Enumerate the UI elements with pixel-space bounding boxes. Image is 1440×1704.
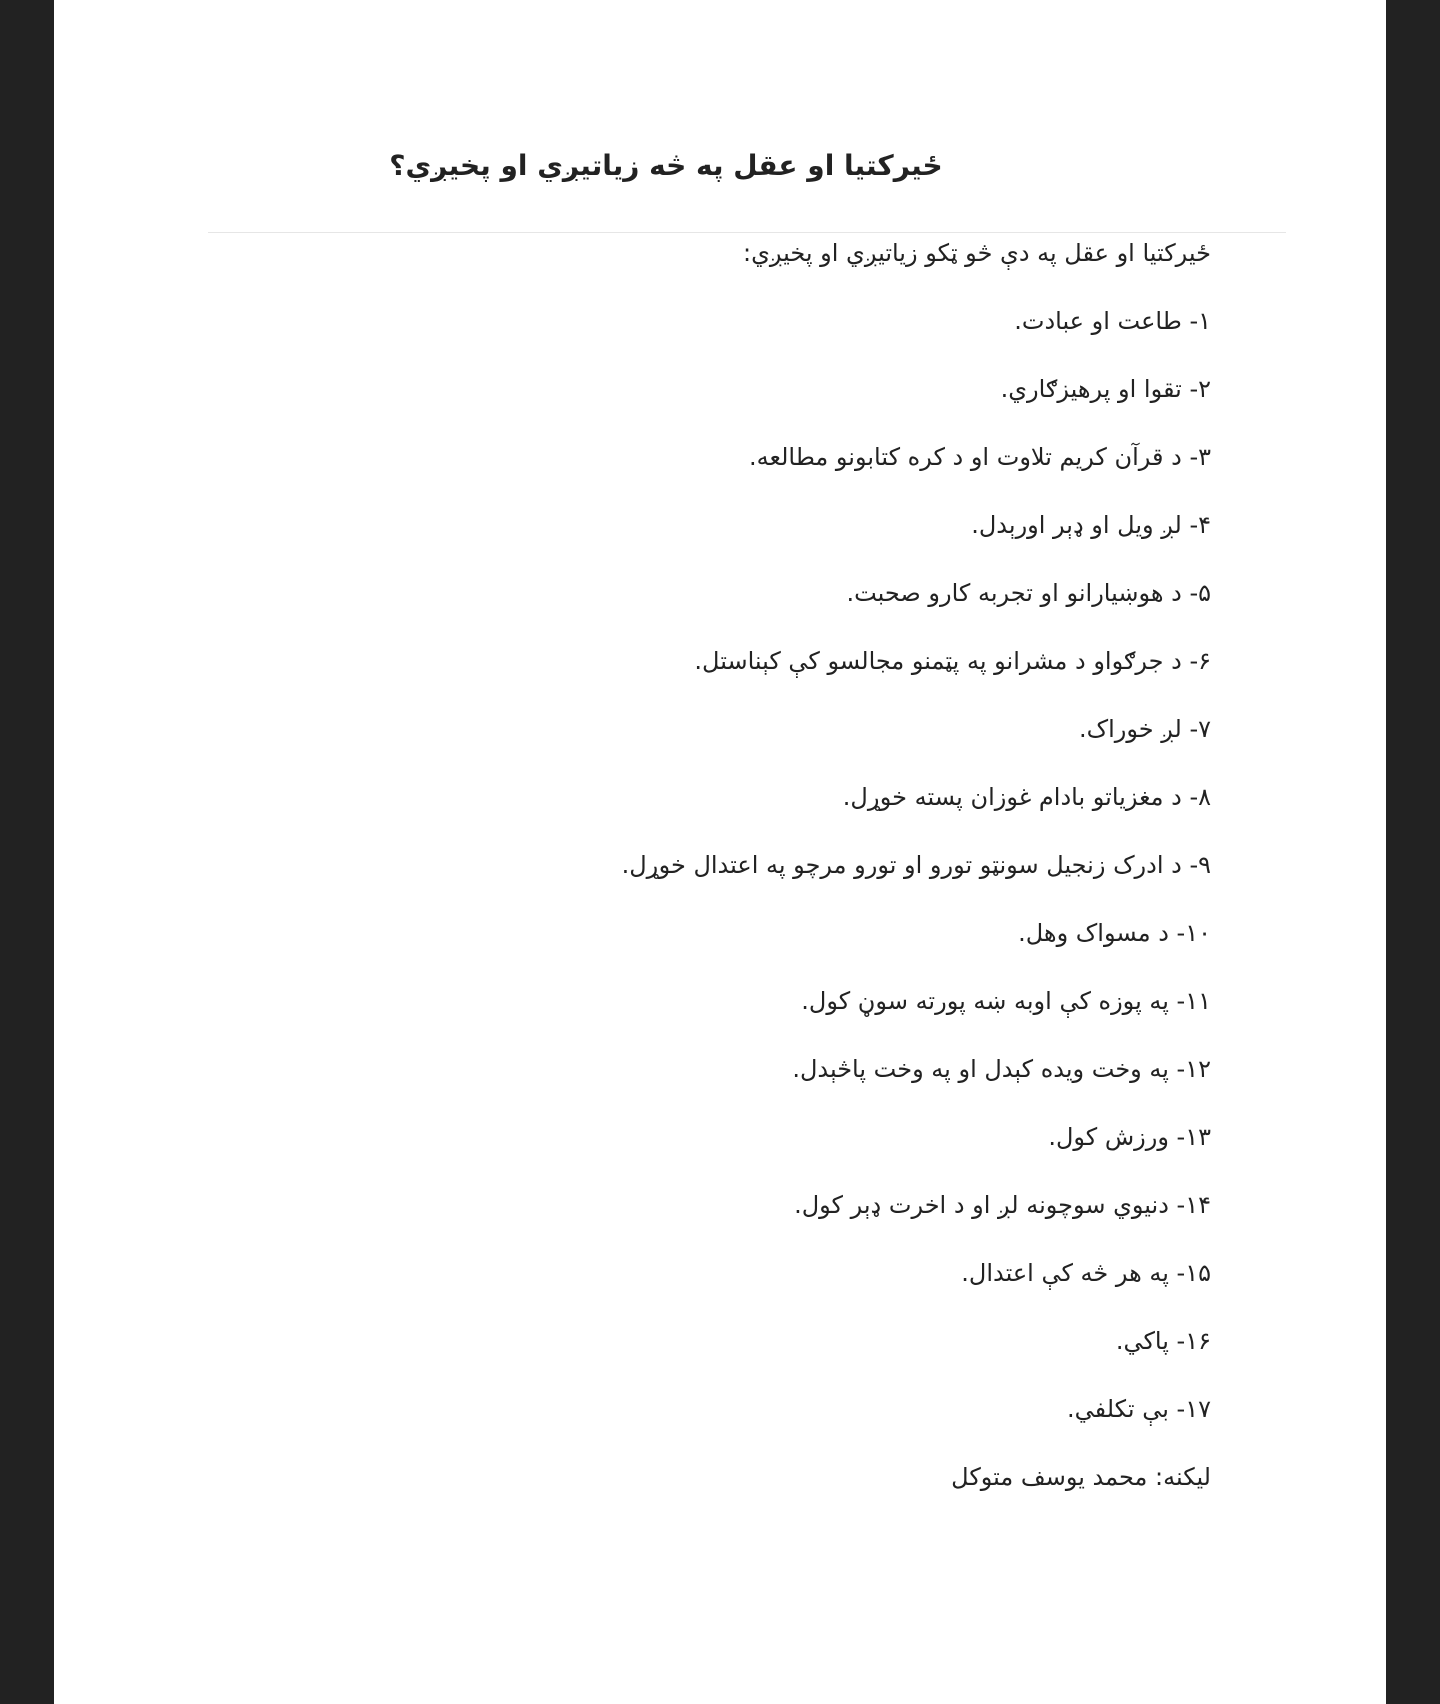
list-item: ۱۷- بې تکلفي. [1066, 1395, 1211, 1423]
list-item: ۱۰- د مسواک وهل. [1018, 919, 1211, 947]
list-item: ۹- د ادرک زنجيل سونټو تورو او تورو مرچو په اعتدال خوړل. [621, 851, 1211, 879]
list-item: ۱۳- ورزش کول. [1048, 1123, 1211, 1151]
list-item: ۳- د قرآن کريم تلاوت او د کره کتابونو مطالعه. [749, 443, 1211, 471]
list-item: ۷- لږ خوراک. [1079, 715, 1211, 743]
article-body [211, 232, 1211, 1524]
list-item: ۱۱- په پوزه کې اوبه ښه پورته سوڼ کول. [801, 987, 1211, 1015]
list-item: ۲- تقوا او پرهيزګاري. [1000, 375, 1211, 403]
list-item: ۱۴- دنيوي سوچونه لږ او د اخرت ډېر کول. [794, 1191, 1211, 1219]
list-item: ۱۲- په وخت ويده کېدل او په وخت پاڅېدل. [792, 1055, 1211, 1083]
list-item: ۱۶- پاکي. [1115, 1327, 1211, 1355]
page-title: ځيرکتيا او عقل په څه زياتيږي او پخيږي؟ [389, 149, 943, 182]
author-line: ليکنه: محمد يوسف متوکل [951, 1463, 1211, 1491]
list-item: ۴- لږ ويل او ډېر اورېدل. [971, 511, 1211, 539]
list-item: ۵- د هوښيارانو او تجربه کارو صحبت. [846, 579, 1211, 607]
list-item: ۶- د جرګواو د مشرانو په پټمنو مجالسو کې کېناستل. [694, 647, 1211, 675]
list-item: ۱- طاعت او عبادت. [1014, 307, 1211, 335]
document-page [54, 0, 1386, 1704]
list-item: ۸- د مغزياتو بادام غوزان پسته خوړل. [842, 783, 1211, 811]
intro-paragraph: ځيرکتيا او عقل په دې څو ټکو زياتيږي او پخيږي: [743, 239, 1211, 267]
list-item: ۱۵- په هر څه کې اعتدال. [961, 1259, 1211, 1287]
